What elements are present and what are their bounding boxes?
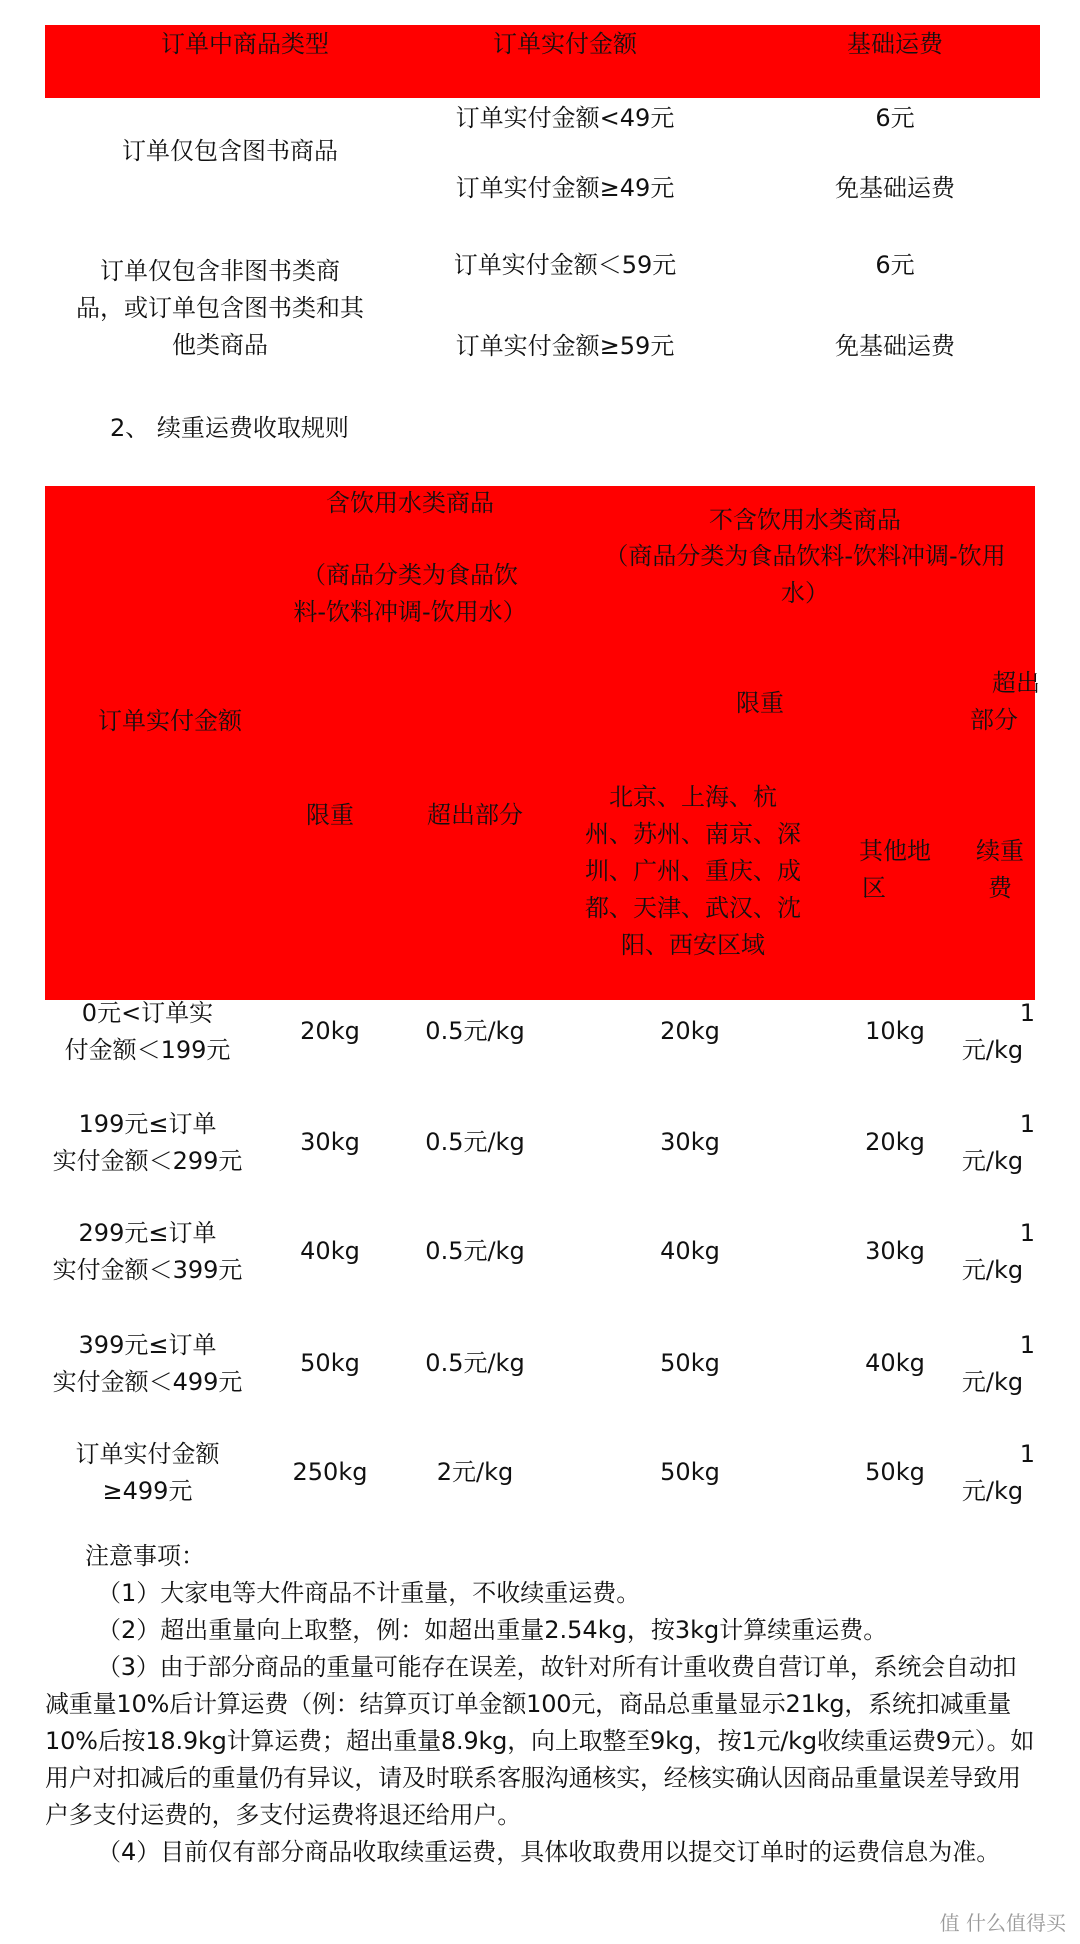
table2-header-water-title: 含饮用水类商品 [326, 489, 494, 517]
notes-item: （3）由于部分商品的重量可能存在误差，故针对所有计重收费自营订单，系统会自动扣减重量10%后计算运费（例：结算页订单金额100元，商品总重量显示21kg，系统扣减重量10%后按18.9kg计算运费；超出重量8.9kg，向上取整至9kg，按1元/kg收续重运费9元）。如用户对扣减后的重量仍有异议，请及时联系客服沟通核实，经核实确认因商品重量误差导致用户多支付运费的，多支付运费将退还给用户。 [45, 1653, 1035, 1829]
table1-header-fee: 基础运费 [847, 30, 943, 58]
row-amount: 0元<订单实 付金额＜199元 [64, 999, 231, 1064]
table2-header-nowater-title: 不含饮用水类商品 [709, 506, 901, 534]
row-water-limit: 30kg [300, 1128, 360, 1156]
row-other-limit: 40kg [865, 1349, 925, 1377]
table1-row-fee: 6元 [875, 104, 915, 132]
table1-header-type: 订单中商品类型 [161, 30, 329, 58]
row-water-excess: 2元/kg [436, 1458, 514, 1486]
row-water-limit: 40kg [300, 1237, 360, 1265]
table1-row-fee: 免基础运费 [835, 332, 955, 360]
table2-header-cities: 北京、上海、杭 州、苏州、南京、深 圳、广州、重庆、成 都、天津、武汉、沈 阳、西安区域 [585, 783, 801, 959]
row-water-excess: 0.5元/kg [425, 1237, 525, 1265]
row-water-limit: 50kg [300, 1349, 360, 1377]
table2-header-water-excess: 超出部分 [427, 801, 523, 829]
row-city-limit: 40kg [660, 1237, 720, 1265]
table1-row-fee: 6元 [875, 251, 915, 279]
table2-header-excess-top: 超出 部分 [970, 669, 1040, 734]
table1-header-amount: 订单实付金额 [493, 30, 637, 58]
table2-header-water-limit: 限重 [306, 801, 354, 829]
row-city-limit: 20kg [660, 1017, 720, 1045]
section-title: 2、 续重运费收取规则 [110, 414, 349, 442]
row-other-limit: 10kg [865, 1017, 925, 1045]
row-city-limit: 50kg [660, 1349, 720, 1377]
table2-header-amount: 订单实付金额 [98, 707, 242, 735]
row-amount: 299元≤订单 实付金额＜399元 [52, 1219, 243, 1284]
table1-nonbook-label: 订单仅包含非图书类商 品，或订单包含图书类和其 他类商品 [76, 257, 364, 359]
row-amount: 订单实付金额 ≥499元 [75, 1440, 220, 1505]
row-other-limit: 20kg [865, 1128, 925, 1156]
notes-item: （2）超出重量向上取整，例：如超出重量2.54kg，按3kg计算续重运费。 [97, 1616, 888, 1644]
row-other-limit: 50kg [865, 1458, 925, 1486]
table2-header-water-sub: （商品分类为食品饮 料-饮料冲调-饮用水） [293, 561, 527, 626]
notes-item: （4）目前仅有部分商品收取续重运费，具体收取费用以提交订单时的运费信息为准。 [97, 1838, 1001, 1866]
row-water-excess: 0.5元/kg [425, 1128, 525, 1156]
table2-header-limit: 限重 [736, 689, 784, 717]
row-fee: 1 元/kg [961, 1110, 1035, 1175]
row-city-limit: 30kg [660, 1128, 720, 1156]
row-water-limit: 250kg [292, 1458, 368, 1486]
row-water-limit: 20kg [300, 1017, 360, 1045]
notes-item: （1）大家电等大件商品不计重量，不收续重运费。 [97, 1579, 641, 1607]
notes-title: 注意事项： [85, 1542, 205, 1570]
row-fee: 1 元/kg [961, 1331, 1035, 1396]
row-amount: 399元≤订单 实付金额＜499元 [52, 1331, 243, 1396]
table2-header-renewal-fee: 续重 费 [976, 837, 1024, 902]
table1-row-amount: 订单实付金额<49元 [455, 104, 675, 132]
row-other-limit: 30kg [865, 1237, 925, 1265]
table1-book-only-label: 订单仅包含图书商品 [122, 137, 338, 165]
table2-header-other-region: 其他地 区 [859, 837, 931, 902]
row-water-excess: 0.5元/kg [425, 1017, 525, 1045]
table1-row-amount: 订单实付金额≥59元 [455, 332, 675, 360]
row-fee: 1 元/kg [961, 1219, 1035, 1284]
watermark-logo: 值 什么值得买 [939, 1911, 1066, 1935]
table1-row-amount: 订单实付金额＜59元 [453, 251, 677, 279]
table1-row-fee: 免基础运费 [835, 174, 955, 202]
row-fee: 1 元/kg [961, 1440, 1035, 1505]
row-water-excess: 0.5元/kg [425, 1349, 525, 1377]
table2-header-nowater-sub: （商品分类为食品饮料-饮料冲调-饮用 水） [604, 542, 1006, 607]
row-city-limit: 50kg [660, 1458, 720, 1486]
row-fee: 1 元/kg [961, 999, 1035, 1064]
table1-row-amount: 订单实付金额≥49元 [455, 174, 675, 202]
row-amount: 199元≤订单 实付金额＜299元 [52, 1110, 243, 1175]
